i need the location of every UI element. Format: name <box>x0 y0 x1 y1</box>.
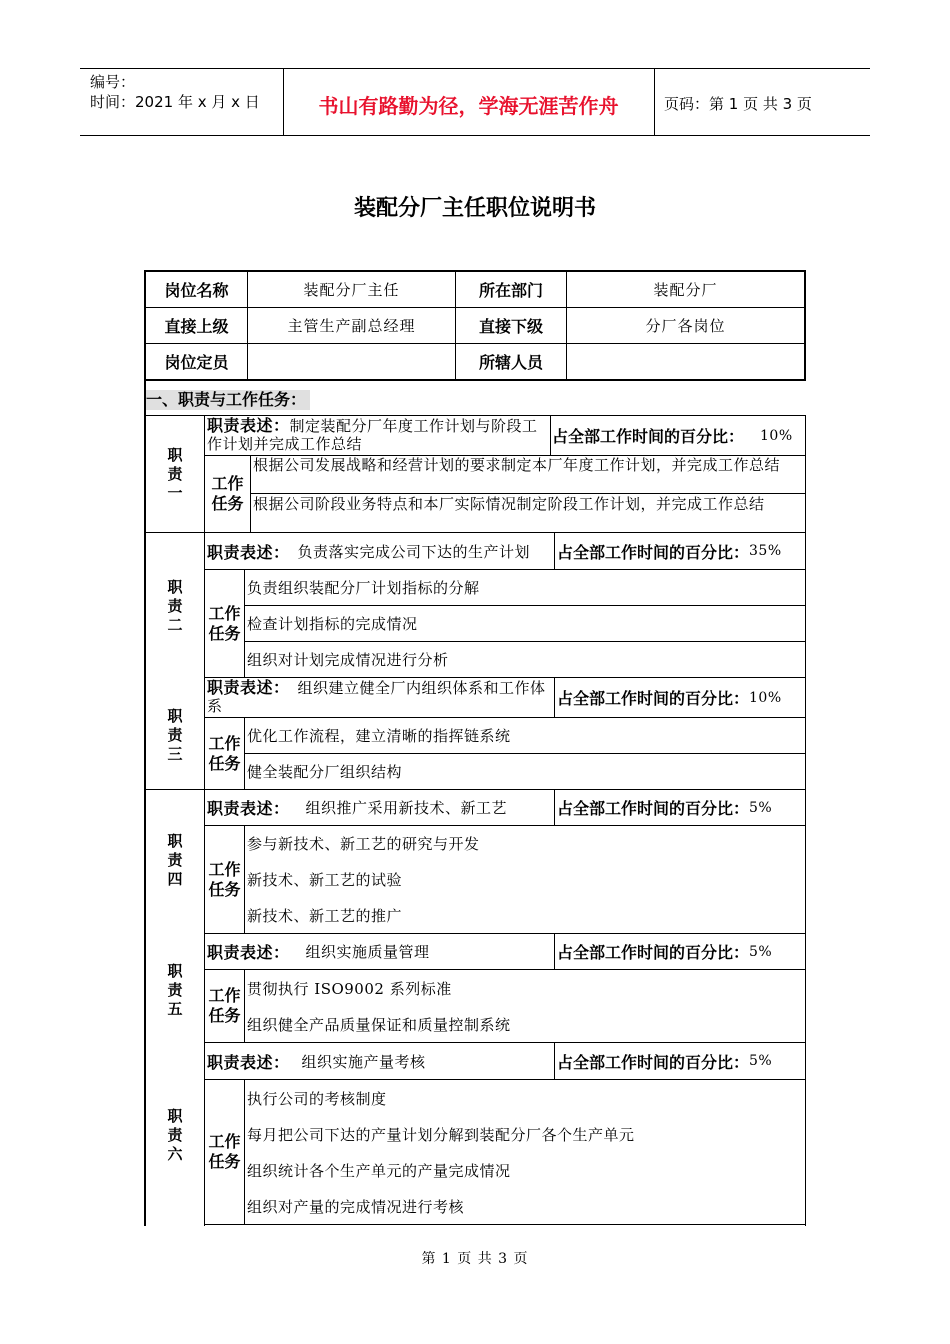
duty-desc-text: 组织实施质量管理 <box>305 943 430 961</box>
department-value: 装配分厂 <box>653 281 718 299</box>
page-title: 装配分厂主任职位说明书 <box>353 196 596 221</box>
tasks-label: 工作任务 <box>208 986 241 1025</box>
task-item: 根据公司发展战略和经营计划的要求制定本厂年度工作计划，并完成工作总结 <box>253 456 781 474</box>
page-footer: 第 1 页 共 3 页 <box>421 1251 529 1267</box>
task-item: 组织对计划完成情况进行分析 <box>247 651 449 669</box>
position-name-value: 装配分厂主任 <box>303 281 400 299</box>
duty-name: 职责四 <box>167 831 183 888</box>
duty-description <box>207 417 549 453</box>
duty-pct-value: 5% <box>749 799 773 816</box>
duty-pct-label: 占全部工作时间的百分比： <box>557 689 750 708</box>
duty-desc-label: 职责表述： <box>207 1052 290 1072</box>
staff-value <box>567 344 804 379</box>
tasks-label: 工作任务 <box>208 733 241 773</box>
task-item: 负责组织装配分厂计划指标的分解 <box>247 579 480 597</box>
superior-value: 主管生产副总经理 <box>287 317 416 335</box>
duty-desc-text: 组织推广采用新技术、新工艺 <box>305 799 508 817</box>
task-item: 新技术、新工艺的推广 <box>247 907 403 925</box>
duty-description <box>207 934 553 969</box>
headcount-label: 岗位定员 <box>164 353 229 372</box>
headcount-value <box>248 344 455 379</box>
duty-desc-label: 职责表述： <box>207 799 290 818</box>
task-item: 新技术、新工艺的试验 <box>247 871 403 889</box>
duty-pct-value: 10% <box>749 689 782 706</box>
duty-pct-label: 占全部工作时间的百分比： <box>557 1052 750 1072</box>
task-item: 根据公司阶段业务特点和本厂实际情况制定阶段工作计划，并完成工作总结 <box>253 495 765 513</box>
position-name-label: 岗位名称 <box>164 281 229 300</box>
duty-desc-text: 制定装配分厂年度工作计划与阶段工作计划并完成工作总结 <box>207 417 538 453</box>
duty-pct-label: 占全部工作时间的百分比： <box>557 542 750 562</box>
task-item: 检查计划指标的完成情况 <box>247 615 418 633</box>
staff-label: 所辖人员 <box>478 353 543 372</box>
tasks-label: 工作任务 <box>208 859 241 899</box>
duty-desc-label: 职责表述： <box>207 678 290 697</box>
tasks-label: 工作任务 <box>208 1132 241 1171</box>
duty-desc-text: 负责落实完成公司下达的生产计划 <box>297 542 531 561</box>
task-item: 贯彻执行 ISO9002 系列标准 <box>247 979 452 998</box>
duty-name: 职责三 <box>167 706 183 763</box>
duty-pct-label: 占全部工作时间的百分比： <box>557 799 750 818</box>
section-title: 一、职责与工作任务： <box>146 390 310 410</box>
subordinate-value: 分厂各岗位 <box>645 317 726 335</box>
duty-desc-text: 组织实施产量考核 <box>301 1052 426 1071</box>
doc-code-label: 编号： <box>90 73 136 91</box>
page-info: 页码：第 1 页 共 3 页 <box>664 95 812 113</box>
duty-pct-value: 10% <box>760 427 793 444</box>
superior-label: 直接上级 <box>164 317 229 336</box>
task-item: 组织对产量的完成情况进行考核 <box>247 1197 465 1216</box>
doc-time: 时间：2021 年 x 月 x 日 <box>90 93 260 111</box>
task-item: 执行公司的考核制度 <box>247 1089 387 1108</box>
duty-description <box>207 790 553 825</box>
duty-pct-value: 35% <box>749 543 782 559</box>
task-item: 参与新技术、新工艺的研究与开发 <box>247 835 480 853</box>
duty-name: 职责五 <box>167 961 183 1018</box>
duty-description <box>207 679 553 715</box>
department-label: 所在部门 <box>478 281 543 300</box>
task-item: 组织统计各个生产单元的产量完成情况 <box>247 1161 511 1180</box>
task-item: 健全装配分厂组织结构 <box>247 763 403 781</box>
duty-desc-label: 职责表述： <box>207 416 290 435</box>
duty-pct-label: 占全部工作时间的百分比： <box>552 427 745 446</box>
task-item: 优化工作流程，建立清晰的指挥链系统 <box>247 727 511 745</box>
duty-desc-label: 职责表述： <box>207 943 290 962</box>
subordinate-label: 直接下级 <box>478 317 543 336</box>
duty-name: 职责六 <box>167 1106 183 1163</box>
task-item: 组织健全产品质量保证和质量控制系统 <box>247 1015 511 1034</box>
duty-pct-label: 占全部工作时间的百分比： <box>557 943 750 962</box>
duty-pct-value: 5% <box>749 1053 773 1069</box>
duty-name: 职责二 <box>167 577 183 634</box>
duty-desc-text: 组织建立健全厂内组织体系和工作体系 <box>207 679 546 715</box>
duty-description <box>207 533 553 569</box>
task-item: 每月把公司下达的产量计划分解到装配分厂各个生产单元 <box>247 1125 635 1144</box>
duty-name: 职责一 <box>167 445 183 502</box>
duty-desc-label: 职责表述： <box>207 542 290 562</box>
motto: 书山有路勤为径，学海无涯苦作舟 <box>318 94 619 118</box>
duty-description <box>207 1043 553 1079</box>
tasks-label: 工作任务 <box>208 603 241 643</box>
tasks-label: 工作任务 <box>211 474 244 513</box>
duty-pct-value: 5% <box>749 943 773 960</box>
